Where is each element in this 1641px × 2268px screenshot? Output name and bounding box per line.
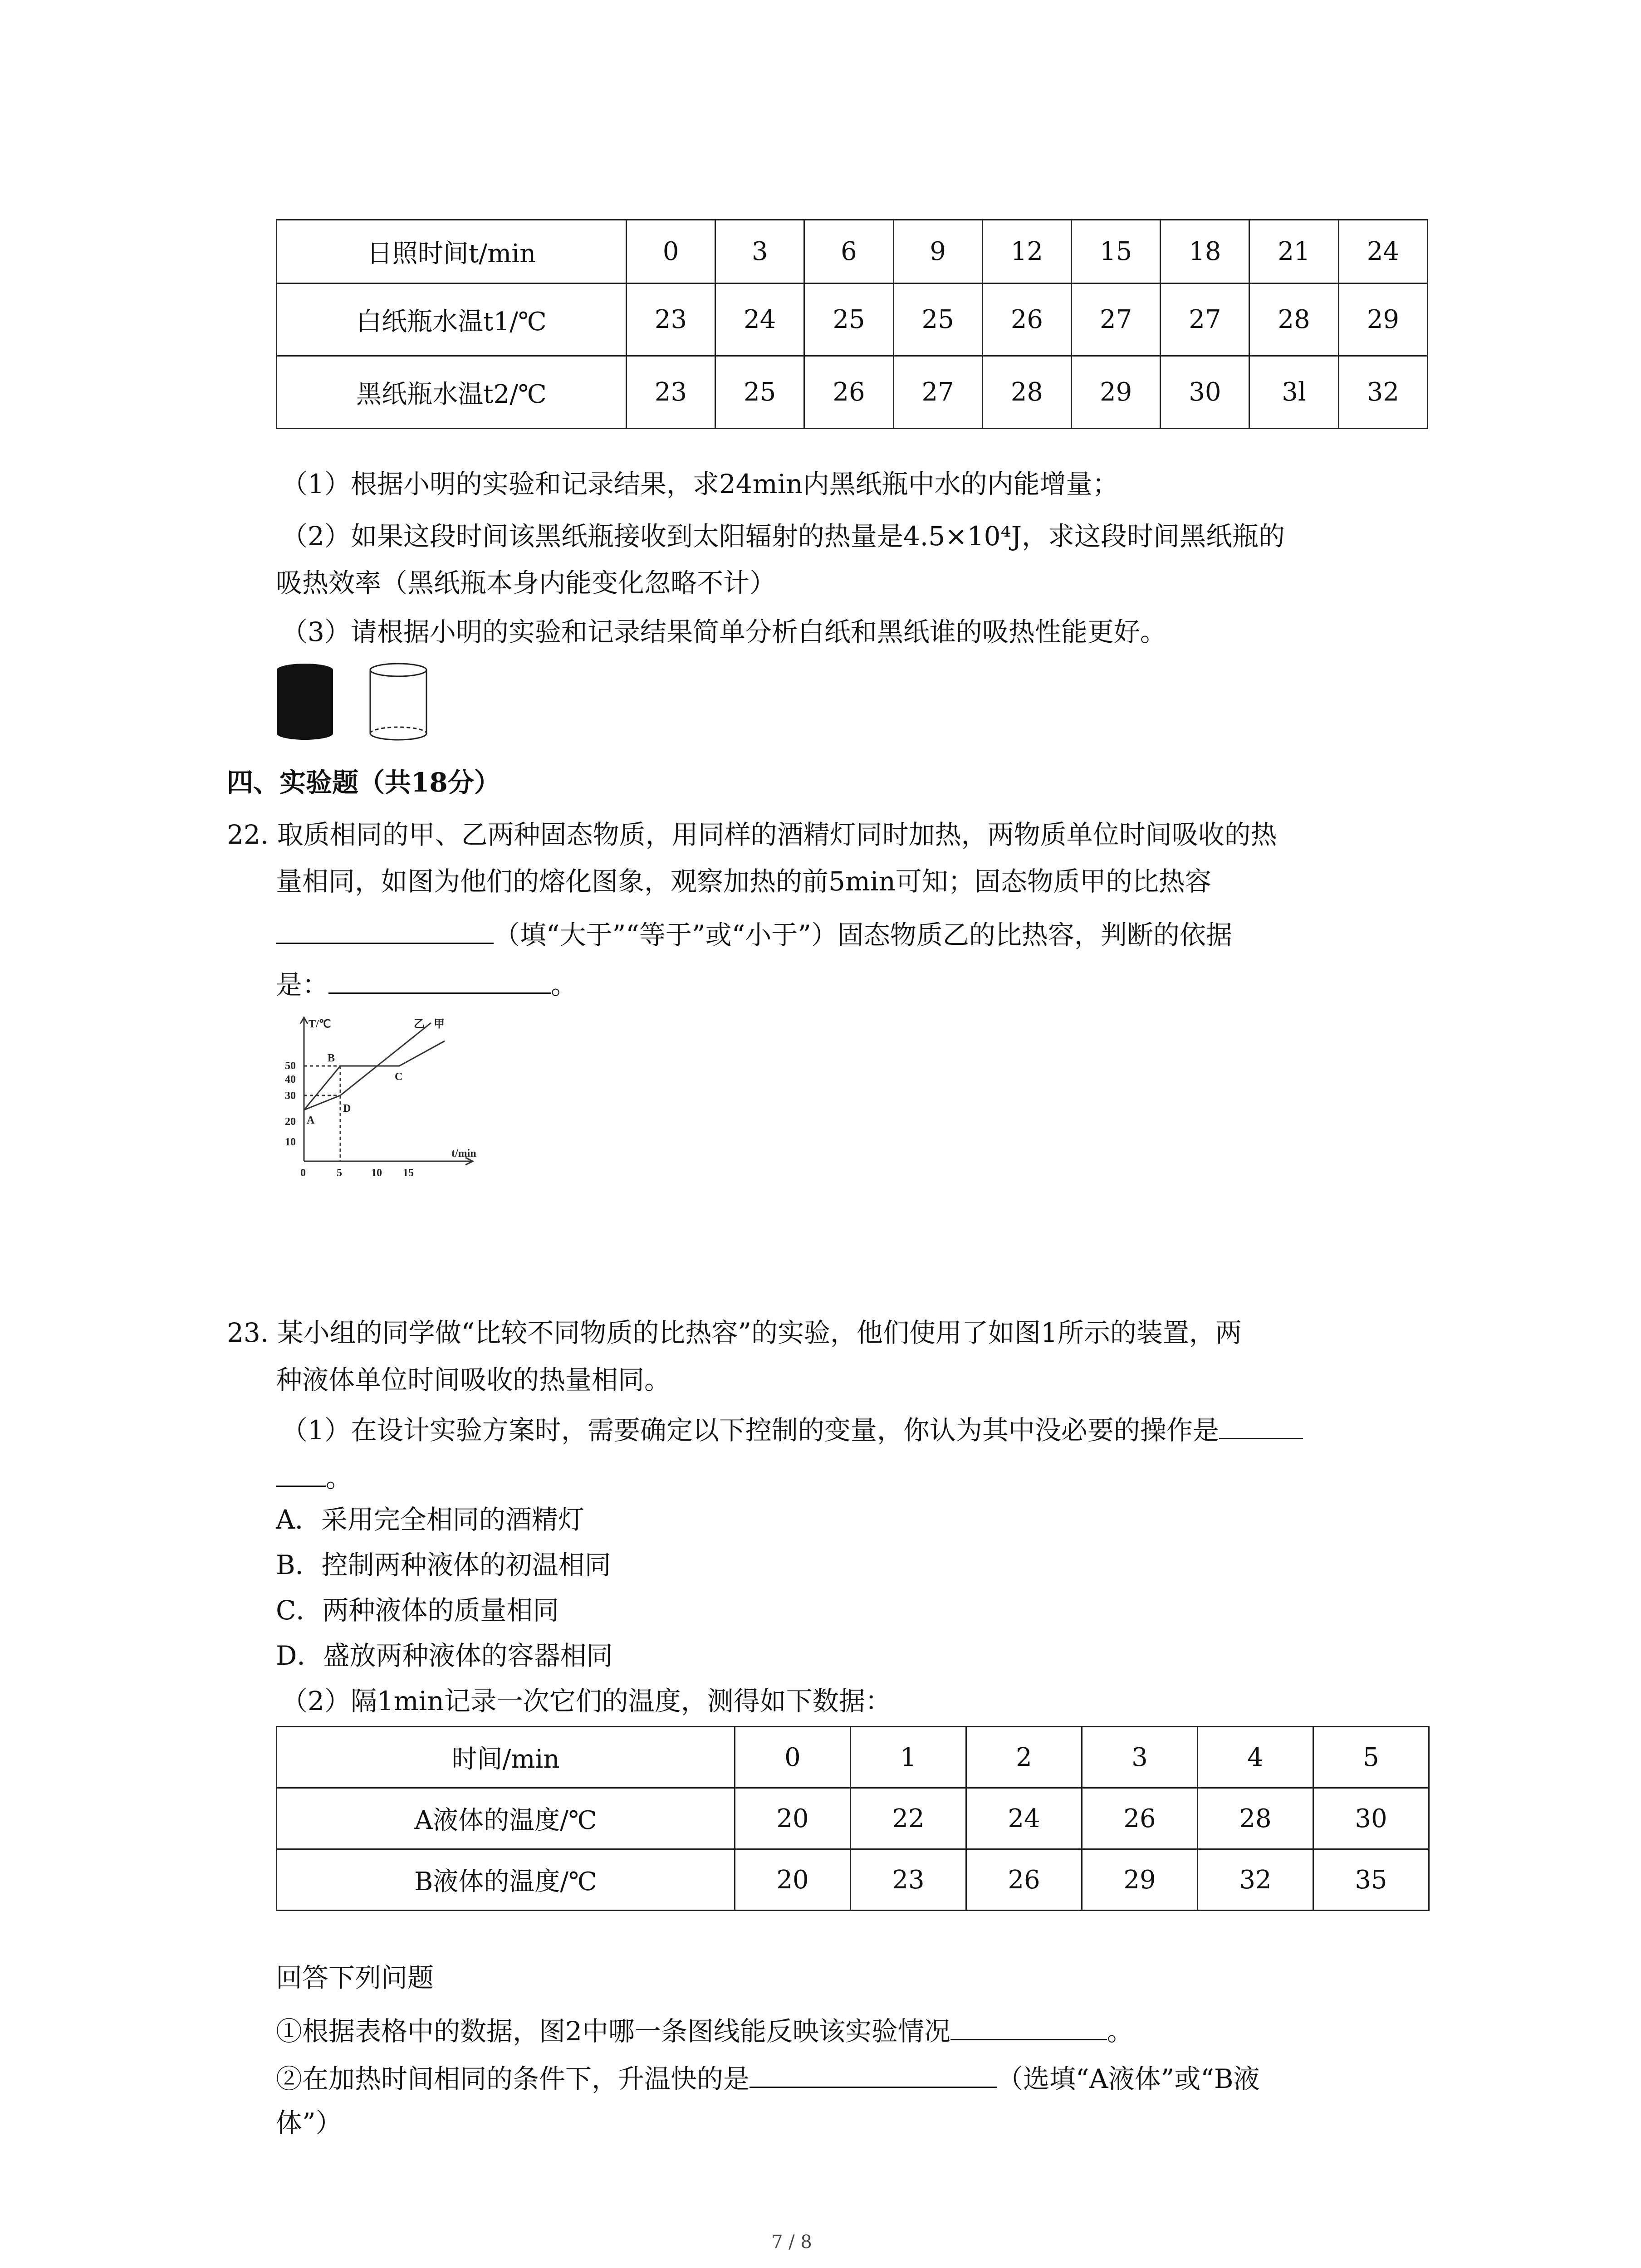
q23-blank-2[interactable]	[950, 2007, 1107, 2040]
q23-option-b: B．控制两种液体的初温相同	[276, 1549, 611, 1580]
ytick-50: 50	[285, 1060, 296, 1072]
table-2	[276, 1726, 1430, 1911]
table2-row	[277, 1788, 1429, 1849]
table2-row	[277, 1727, 1429, 1788]
q23-blank-3[interactable]	[749, 2055, 997, 2088]
q22-line2: 量相同，如图为他们的熔化图象，观察加热的前5min可知；固态物质甲的比热容	[276, 866, 1211, 897]
q23-line2: 种液体单位时间吸收的热量相同。	[276, 1364, 671, 1395]
table1-cell: 27	[1161, 284, 1249, 356]
table1-row	[277, 284, 1428, 356]
table1-cell: 12	[982, 220, 1071, 284]
table1-row-header: 日照时间t/min	[277, 220, 627, 284]
table2-cell: 32	[1198, 1849, 1313, 1911]
y-axis-label: T/℃	[309, 1018, 331, 1030]
table1-row	[277, 356, 1428, 429]
table1-cell: 23	[626, 284, 715, 356]
table1-cell: 3	[715, 220, 804, 284]
table2-cell: 29	[1082, 1849, 1198, 1911]
q22-blank-2[interactable]	[328, 961, 551, 994]
table2-cell: 1	[851, 1727, 966, 1788]
q23-part1: （1）在设计实验方案时，需要确定以下控制的变量，你认为其中没必要的操作是	[281, 1406, 1303, 1451]
point-label-c: C	[395, 1071, 403, 1083]
white-bottle-icon	[370, 664, 426, 740]
point-label-b: B	[328, 1052, 335, 1064]
series-jia	[304, 1041, 445, 1110]
q23-line1: 23. 某小组的同学做“比较不同物质的比热容”的实验，他们使用了如图1所示的装置，两	[227, 1317, 1242, 1348]
bottles-figure	[272, 660, 445, 746]
table2-row-header: 时间/min	[277, 1727, 735, 1788]
table1-cell: 23	[626, 356, 715, 429]
black-bottle-icon	[277, 664, 333, 740]
q21-part1: （1）根据小明的实验和记录结果，求24min内黑纸瓶中水的内能增量；	[281, 469, 1119, 499]
xtick-5: 5	[337, 1167, 342, 1179]
table1-row	[277, 220, 1428, 284]
q21-part3: （3）请根据小明的实验和记录结果简单分析白纸和黑纸谁的吸热性能更好。	[281, 616, 1166, 647]
q21-part2-line1: （2）如果这段时间该黑纸瓶接收到太阳辐射的热量是4.5×10⁴J，求这段时间黑纸瓶的	[281, 521, 1285, 552]
xtick-15: 15	[403, 1167, 414, 1179]
answer-1: ①根据表格中的数据，图2中哪一条图线能反映该实验情况 。	[276, 2007, 1133, 2052]
point-label-a: A	[307, 1114, 315, 1126]
answer-2: ②在加热时间相同的条件下，升温快的是 （选填“A液体”或“B液	[276, 2055, 1259, 2099]
table1-row-header: 白纸瓶水温t1/℃	[277, 284, 627, 356]
q23-blank-1a[interactable]	[1219, 1406, 1303, 1439]
table1-cell: 21	[1249, 220, 1338, 284]
table2-row-header: B液体的温度/℃	[277, 1849, 735, 1911]
table1-cell: 24	[1338, 220, 1427, 284]
table2-cell: 35	[1313, 1849, 1429, 1911]
q22-line3: （填“大于”“等于”或“小于”）固态物质乙的比热容，判断的依据	[276, 911, 1232, 955]
table1-cell: 32	[1338, 356, 1427, 429]
page-number: 7 / 8	[771, 2232, 812, 2253]
ytick-40: 40	[285, 1074, 296, 1085]
table1-cell: 29	[1072, 356, 1161, 429]
series-label-jia: 甲	[434, 1018, 445, 1030]
x-axis-label: t/min	[451, 1148, 476, 1159]
xtick-10: 10	[371, 1167, 382, 1179]
table1-cell: 27	[1072, 284, 1161, 356]
q23-part2: （2）隔1min记录一次它们的温度，测得如下数据：	[281, 1686, 892, 1716]
table1-cell: 25	[893, 284, 982, 356]
q22-blank-1[interactable]	[276, 911, 494, 944]
table1-cell: 0	[626, 220, 715, 284]
section-title: 四、实验题（共18分）	[227, 767, 500, 798]
q21-part2-line2: 吸热效率（黑纸瓶本身内能变化忽略不计）	[276, 567, 776, 598]
q22-line1: 22. 取质相同的甲、乙两种固态物质，用同样的酒精灯同时加热，两物质单位时间吸收的热	[227, 819, 1277, 850]
table2-cell: 0	[735, 1727, 851, 1788]
series-label-yi: 乙	[414, 1018, 425, 1030]
table2-row-header: A液体的温度/℃	[277, 1788, 735, 1849]
table1-cell: 26	[804, 356, 893, 429]
table1-cell: 26	[982, 284, 1071, 356]
table2-cell: 2	[966, 1727, 1082, 1788]
answer-2-line2: 体”）	[276, 2107, 342, 2138]
q23-option-c: C．两种液体的质量相同	[276, 1595, 559, 1626]
table2-cell: 20	[735, 1788, 851, 1849]
table1-cell: 27	[893, 356, 982, 429]
table2-cell: 23	[851, 1849, 966, 1911]
table-1	[276, 219, 1428, 429]
table2-cell: 26	[966, 1849, 1082, 1911]
ytick-30: 30	[285, 1090, 296, 1102]
answer-title: 回答下列问题	[276, 1962, 434, 1993]
q23-part1-end: 。	[276, 1454, 352, 1498]
table1-cell: 18	[1161, 220, 1249, 284]
q23-blank-1b[interactable]	[276, 1454, 326, 1487]
xtick-0: 0	[300, 1167, 306, 1179]
table1-cell: 29	[1338, 284, 1427, 356]
table2-cell: 30	[1313, 1788, 1429, 1849]
table2-cell: 5	[1313, 1727, 1429, 1788]
ytick-20: 20	[285, 1116, 296, 1128]
table1-cell: 6	[804, 220, 893, 284]
table2-row	[277, 1849, 1429, 1911]
point-label-d: D	[343, 1103, 351, 1114]
table1-cell: 24	[715, 284, 804, 356]
q22-line4: 是： 。	[276, 961, 577, 1005]
table1-cell: 15	[1072, 220, 1161, 284]
table1-cell: 28	[982, 356, 1071, 429]
q23-option-d: D．盛放两种液体的容器相同	[276, 1640, 613, 1671]
ytick-10: 10	[285, 1136, 296, 1148]
q23-option-a: A．采用完全相同的酒精灯	[276, 1504, 584, 1535]
table2-cell: 22	[851, 1788, 966, 1849]
melting-graph	[272, 1005, 490, 1182]
table1-cell: 3l	[1249, 356, 1338, 429]
table2-cell: 3	[1082, 1727, 1198, 1788]
table1-cell: 28	[1249, 284, 1338, 356]
table2-cell: 28	[1198, 1788, 1313, 1849]
table1-cell: 30	[1161, 356, 1249, 429]
table1-cell: 25	[804, 284, 893, 356]
table1-cell: 9	[893, 220, 982, 284]
table2-cell: 24	[966, 1788, 1082, 1849]
table2-cell: 20	[735, 1849, 851, 1911]
table1-cell: 25	[715, 356, 804, 429]
table2-cell: 4	[1198, 1727, 1313, 1788]
table2-cell: 26	[1082, 1788, 1198, 1849]
table1-row-header: 黑纸瓶水温t2/℃	[277, 356, 627, 429]
